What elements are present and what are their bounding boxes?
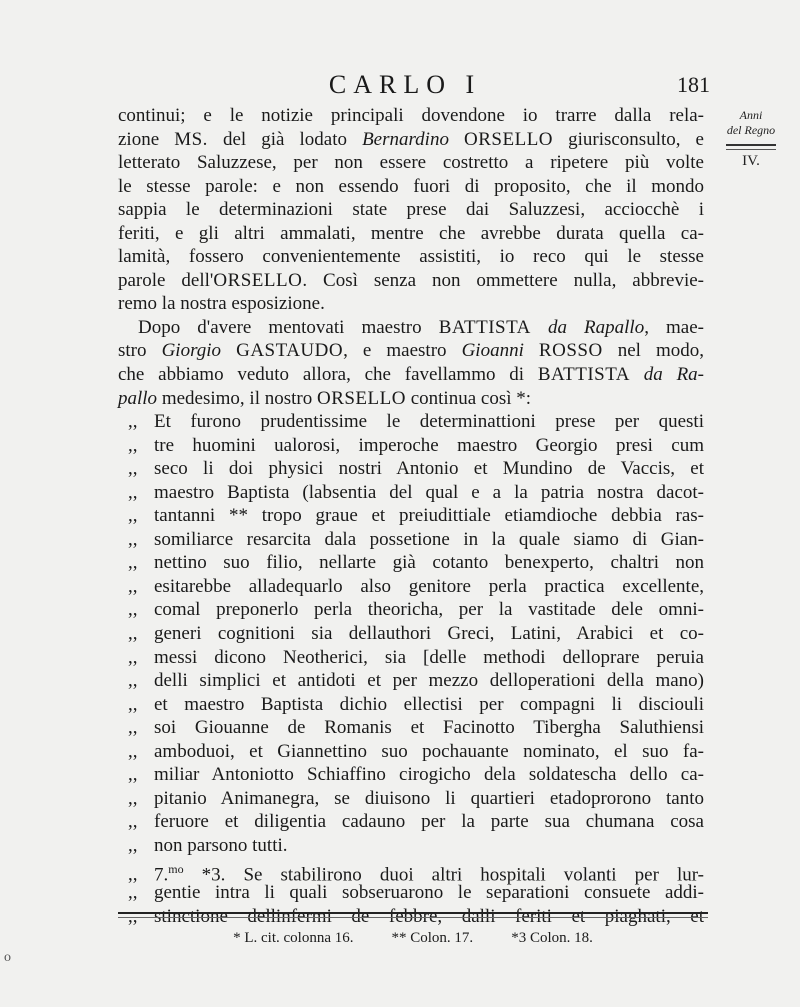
margin-note-reign: IV. bbox=[742, 153, 760, 169]
quote-mark: ,, bbox=[128, 905, 138, 927]
text-run: feruore et diligentia cadauno per la parte sua chumana cosa bbox=[154, 811, 704, 833]
text-run bbox=[221, 340, 236, 361]
footnote-rule bbox=[118, 912, 708, 914]
text-run: continua così *: bbox=[405, 387, 532, 409]
text-run: . Così senza non ommettere nulla, abbrevie- bbox=[302, 269, 704, 291]
text-run: stro bbox=[118, 340, 162, 362]
text-run: Dopo d'avere mentovati maestro bbox=[138, 316, 439, 338]
text-run: sappia le determinazioni state prese dai Saluzzesi, acciocchè i bbox=[118, 199, 704, 221]
text-line bbox=[118, 551, 704, 575]
text-run: stinctione dellinfermi de febbre, dalli feriti et piaghati, et bbox=[154, 905, 704, 927]
quote-mark: ,, bbox=[128, 411, 138, 433]
text-run: miliar Antoniotto Schiaffino cirogicho dela soldatescha dello ca- bbox=[154, 764, 704, 786]
running-title: CARLO I bbox=[328, 70, 482, 99]
quote-mark: ,, bbox=[128, 481, 138, 503]
text-line bbox=[118, 693, 704, 717]
text-run: somiliarce resarcita dala possetione in la quale siamo di Gian- bbox=[154, 528, 704, 550]
text-run: del già lodato bbox=[207, 128, 363, 150]
text-run: comal preponerlo perla theoricha, per la vastitade dele omni- bbox=[154, 599, 704, 621]
footnotes bbox=[118, 930, 708, 947]
text-run: che abbiamo veduto allora, che favellammo di bbox=[118, 364, 538, 386]
text-run: delli simplici et antidoti et per mezzo delloperationi della mano) bbox=[154, 670, 704, 692]
quote-mark: ,, bbox=[128, 458, 138, 480]
text-run: Et furono prudentissime le determinattioni prese per questi bbox=[154, 411, 704, 433]
text-run: giurisconsulto, e bbox=[553, 128, 704, 150]
body-text bbox=[118, 104, 704, 928]
text-run: mo bbox=[168, 861, 184, 876]
quote-mark: ,, bbox=[128, 670, 138, 692]
quote-mark: ,, bbox=[128, 623, 138, 645]
text-run: BATTISTA bbox=[537, 364, 631, 386]
text-run: medesimo, il nostro bbox=[157, 387, 317, 409]
quote-mark: ,, bbox=[128, 811, 138, 833]
text-run: da Rapallo bbox=[547, 316, 645, 338]
text-run: Bernardino bbox=[362, 128, 449, 150]
quote-mark: ,, bbox=[128, 863, 138, 885]
text-run: tantanni ** tropo graue et preiudittiale etiamdioche debbia ras- bbox=[154, 505, 704, 527]
text-run: Giorgio bbox=[161, 340, 222, 362]
page-header bbox=[100, 70, 710, 100]
text-line bbox=[118, 622, 704, 646]
margin-note bbox=[720, 108, 782, 169]
text-line bbox=[118, 339, 704, 363]
text-run: lamità, fossero convenientemente assistiti, io reco qui le stesse bbox=[118, 246, 704, 268]
text-line bbox=[118, 410, 704, 434]
margin-note-line2: del Regno bbox=[726, 123, 776, 137]
text-run: generi cognitioni sia dellauthori Greci, Latini, Arabici et co- bbox=[154, 623, 704, 645]
footnote-2: ** Colon. 17. bbox=[391, 930, 474, 946]
text-run: zione bbox=[118, 128, 175, 150]
text-run: et maestro Baptista dichio ellectisi per compagni li disciouli bbox=[154, 693, 704, 715]
text-run: ORSELLO bbox=[316, 387, 406, 409]
text-line bbox=[118, 245, 704, 269]
quote-mark: ,, bbox=[128, 834, 138, 856]
quote-mark: ,, bbox=[128, 717, 138, 739]
text-line bbox=[118, 316, 704, 340]
text-run: ORSELLO bbox=[213, 269, 303, 291]
quote-mark: ,, bbox=[128, 505, 138, 527]
quote-mark: ,, bbox=[128, 787, 138, 809]
text-line bbox=[118, 787, 704, 811]
quote-mark: ,, bbox=[128, 434, 138, 456]
text-run: , mae- bbox=[644, 316, 704, 338]
text-run: *3. Se stabilirono duoi altri hospitali volanti per lur- bbox=[183, 863, 704, 885]
text-line bbox=[118, 834, 704, 858]
text-run: ORSELLO bbox=[464, 128, 554, 150]
edge-mark: o bbox=[4, 950, 11, 965]
text-line bbox=[118, 646, 704, 670]
text-line bbox=[118, 528, 704, 552]
text-line bbox=[118, 598, 704, 622]
text-line bbox=[118, 881, 704, 905]
text-run bbox=[531, 317, 548, 338]
margin-note-line1: Anni bbox=[739, 108, 763, 122]
text-line bbox=[118, 387, 704, 411]
text-line bbox=[118, 175, 704, 199]
text-run: non parsono tutti. bbox=[154, 834, 288, 856]
quote-mark: ,, bbox=[128, 599, 138, 621]
page-number: 181 bbox=[677, 72, 710, 97]
text-run: nel modo, bbox=[602, 340, 705, 362]
text-run: letterato Saluzzese, per non essere costretto a ripetere più volte bbox=[118, 152, 704, 174]
text-run: , e maestro bbox=[343, 340, 462, 362]
text-run: remo la nostra esposizione. bbox=[118, 293, 325, 315]
quote-mark: ,, bbox=[128, 575, 138, 597]
quote-mark: ,, bbox=[128, 693, 138, 715]
text-run: parole dell' bbox=[118, 269, 214, 291]
margin-rule-thin bbox=[726, 149, 776, 150]
margin-rule bbox=[726, 144, 776, 146]
text-run: tre huomini ualorosi, imperoche maestro Georgio presi cum bbox=[154, 434, 704, 456]
quote-mark: ,, bbox=[128, 740, 138, 762]
quote-mark: ,, bbox=[128, 646, 138, 668]
text-line bbox=[118, 716, 704, 740]
text-line bbox=[118, 222, 704, 246]
text-run: esitarebbe alladequarlo also genitore perla practica excellente, bbox=[154, 575, 704, 597]
text-run: pallo bbox=[118, 387, 158, 409]
text-line bbox=[118, 575, 704, 599]
text-line bbox=[118, 763, 704, 787]
text-run: BATTISTA bbox=[438, 316, 531, 338]
text-run: MS. bbox=[174, 128, 208, 150]
text-run: le stesse parole: e non essendo fuori di proposito, che il mondo bbox=[118, 175, 704, 197]
text-line bbox=[118, 128, 704, 152]
footnote-1: * L. cit. colonna 16. bbox=[233, 930, 354, 946]
text-line bbox=[118, 151, 704, 175]
text-run bbox=[524, 340, 539, 361]
text-run: gentie intra li quali sobseruarono le separationi consuete addi- bbox=[154, 882, 704, 904]
text-line bbox=[118, 810, 704, 834]
text-line bbox=[118, 434, 704, 458]
quote-mark: ,, bbox=[128, 882, 138, 904]
text-line bbox=[118, 457, 704, 481]
text-run bbox=[449, 129, 464, 150]
text-line bbox=[118, 104, 704, 128]
text-line bbox=[118, 198, 704, 222]
text-line bbox=[118, 292, 704, 316]
text-run: GASTAUDO bbox=[236, 340, 344, 362]
text-run: nettino suo filio, nellarte già cotanto benexperto, chaltri non bbox=[154, 552, 704, 574]
text-run bbox=[630, 364, 644, 385]
quote-mark: ,, bbox=[128, 764, 138, 786]
text-run: 7. bbox=[154, 863, 169, 885]
text-run: amboduoi, et Giannettino suo pochauante nominato, el suo fa- bbox=[154, 740, 704, 762]
text-line bbox=[118, 740, 704, 764]
text-run: ROSSO bbox=[538, 340, 603, 362]
text-run: da Ra- bbox=[643, 364, 705, 386]
text-run: Gioanni bbox=[461, 340, 524, 362]
text-run: messi dicono Neotherici, sia [delle methodi delloprare peruia bbox=[154, 646, 704, 668]
text-run: soi Giouanne de Romanis et Facinotto Tibergha Saluthiensi bbox=[154, 717, 704, 739]
quote-mark: ,, bbox=[128, 528, 138, 550]
quote-mark: ,, bbox=[128, 552, 138, 574]
text-line bbox=[118, 504, 704, 528]
text-line bbox=[118, 481, 704, 505]
text-run: seco li doi physici nostri Antonio et Mundino de Vaccis, et bbox=[154, 458, 704, 480]
text-run: maestro Baptista (labsentia del qual e a la patria nostra dacot- bbox=[154, 481, 704, 503]
footnote-rule-thin bbox=[118, 917, 708, 918]
text-run: continui; e le notizie principali dovendone io trarre dalla rela- bbox=[118, 105, 704, 126]
text-line bbox=[118, 669, 704, 693]
text-run: feriti, e gli altri ammalati, mentre che avrebbe durata quella ca- bbox=[118, 222, 704, 244]
text-line bbox=[118, 858, 704, 885]
text-line bbox=[118, 363, 704, 387]
text-line bbox=[118, 269, 704, 293]
footnote-3: *3 Colon. 18. bbox=[511, 930, 593, 946]
text-run: pitanio Animanegra, se diuisono li quartieri etadoprorono tanto bbox=[154, 787, 704, 809]
